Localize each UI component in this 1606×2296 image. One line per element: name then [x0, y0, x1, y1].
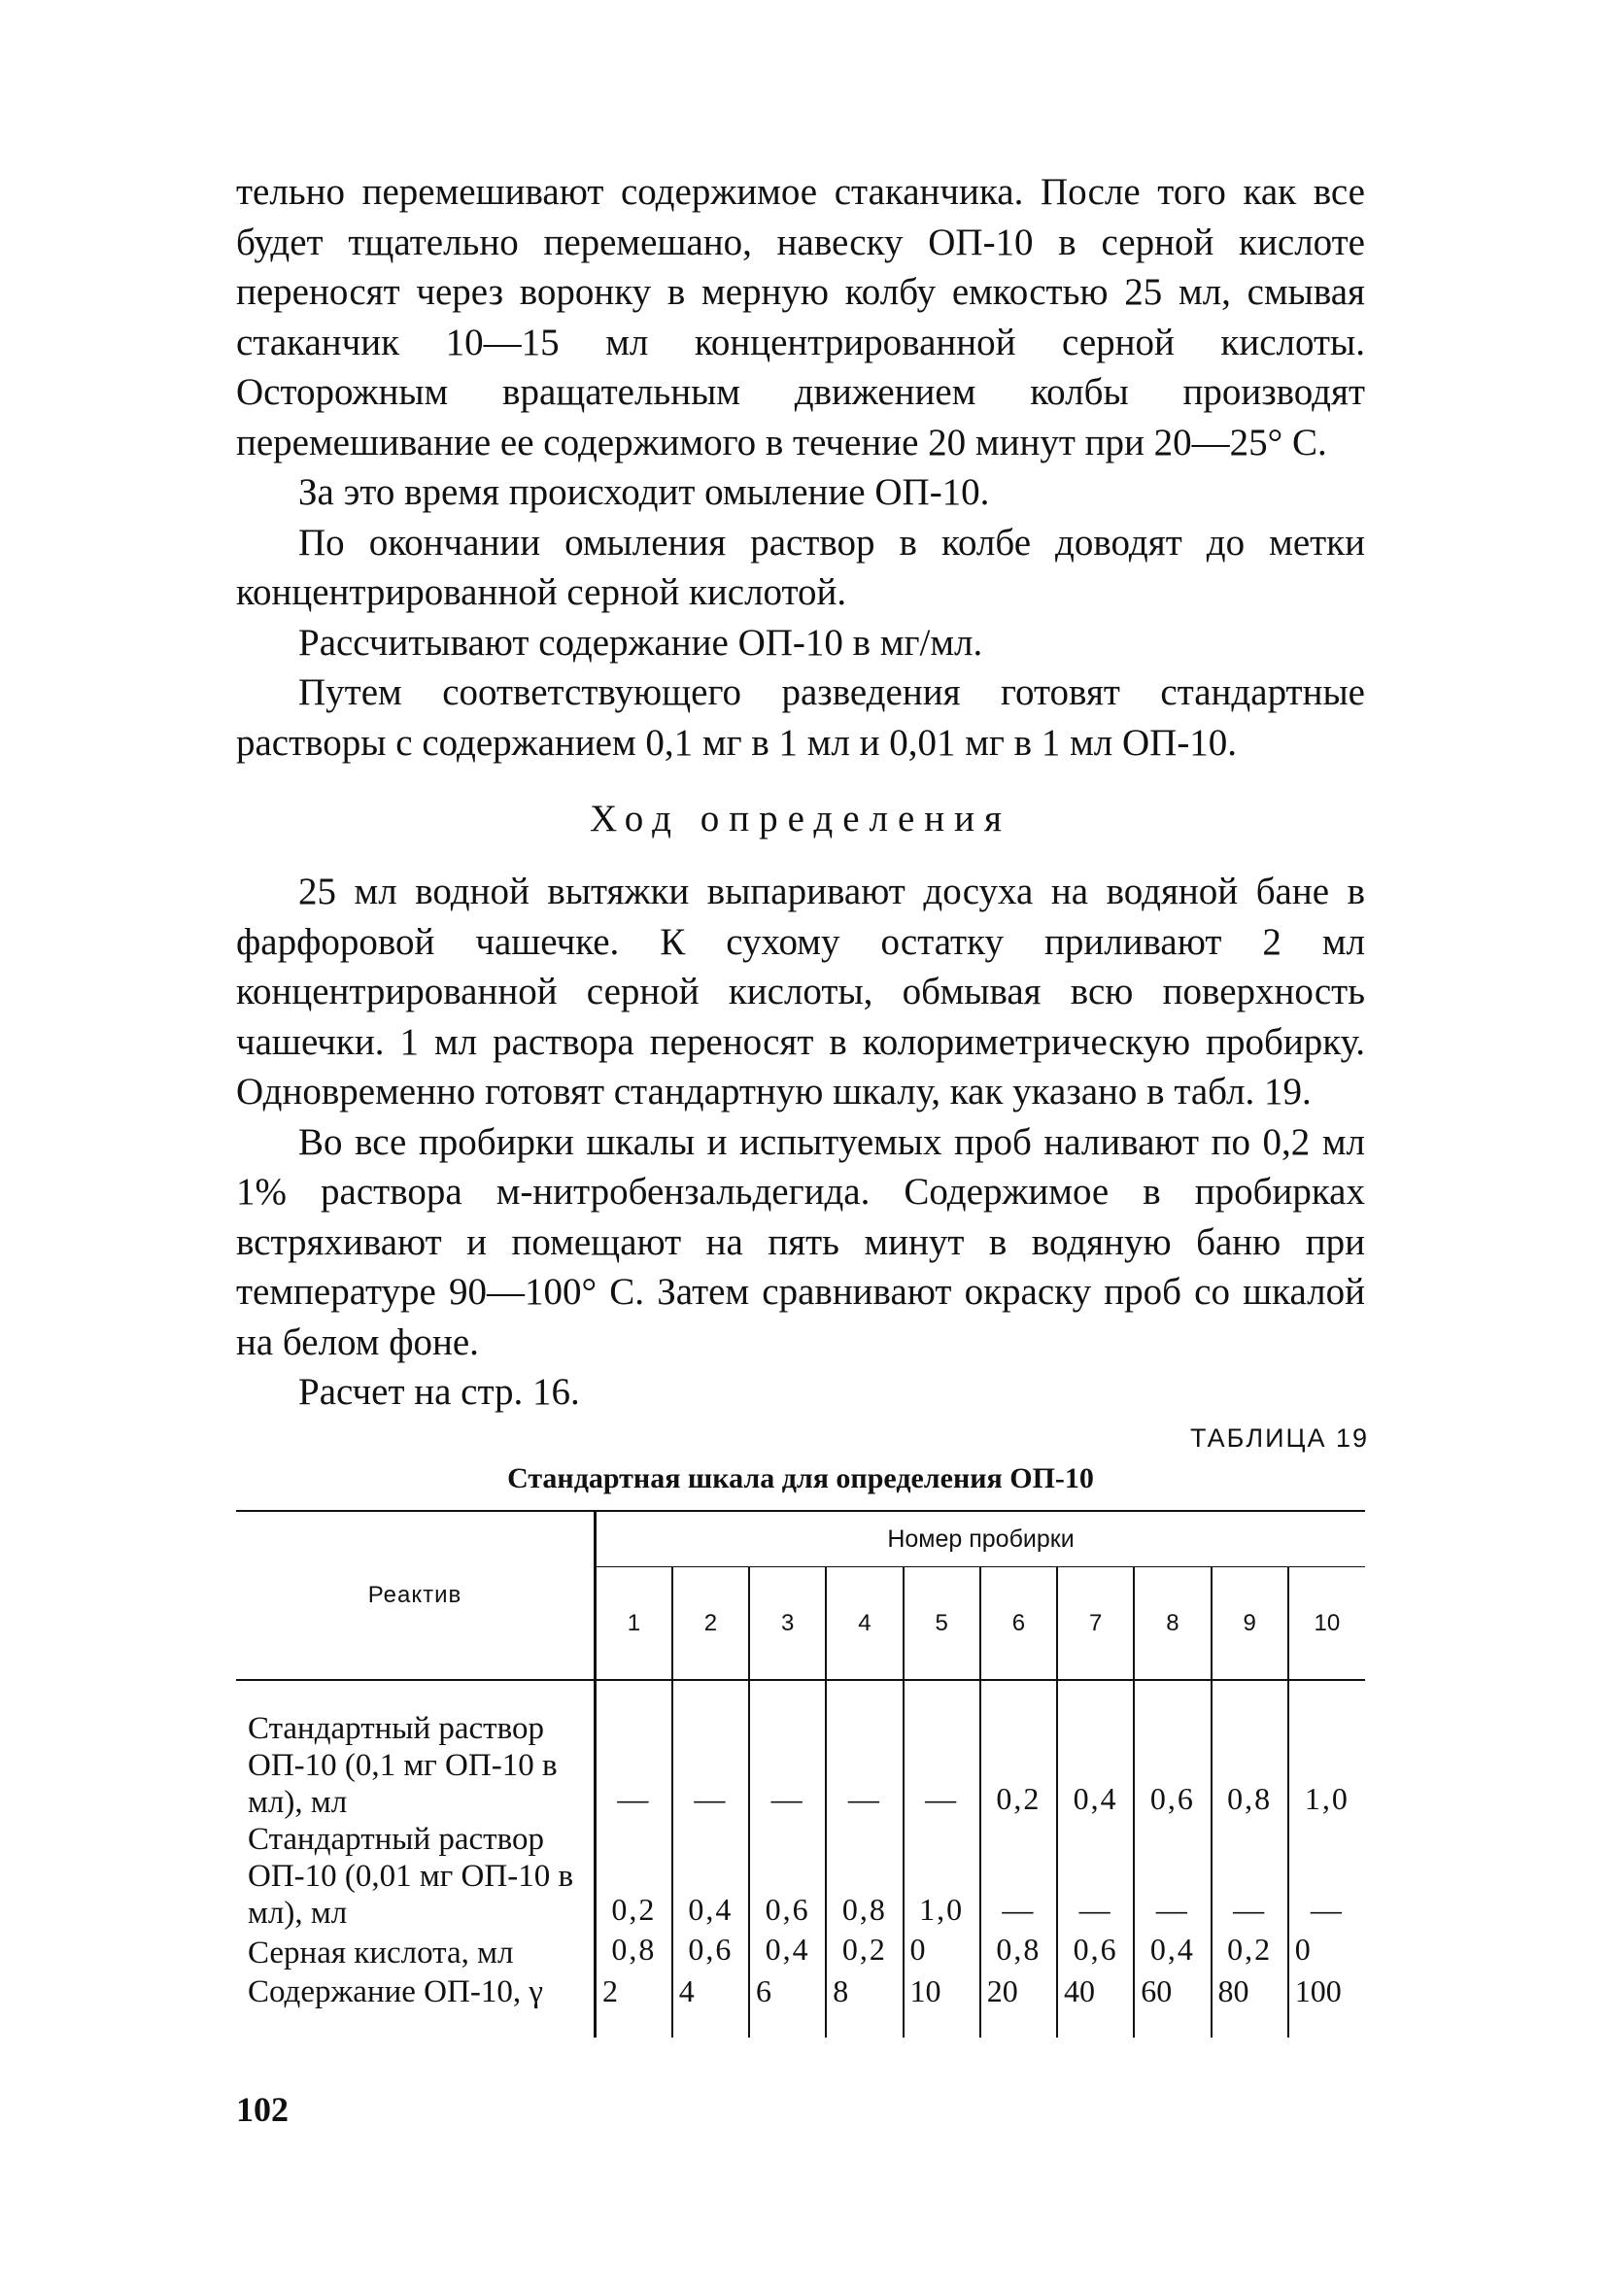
table-row [236, 1821, 1365, 1932]
table-cell: 0,6 [672, 1932, 749, 1971]
table-title: Стандартная шкала для определения ОП-10 [507, 1462, 1094, 1494]
paragraph-dilution-to-mark: По окончании омыления раствор в колбе доводят до метки концентрированной серной кислотой. [236, 521, 1365, 613]
reagent-header: Реактив [236, 1511, 596, 1680]
standard-scale-table [236, 1510, 1365, 2038]
table-cell: 0,8 [1212, 1710, 1288, 1821]
table-cell: 8 [826, 1971, 903, 2038]
table-cell: 4 [672, 1971, 749, 2038]
table-cell: — [617, 1781, 651, 1816]
page-number: 102 [236, 2090, 289, 2129]
paragraph-calculate-content: Рассчитывают содержание ОП-10 в мг/мл. [298, 621, 983, 664]
row-label: Содержание ОП-10, γ [236, 1971, 596, 2038]
table-cell: — [826, 1710, 903, 1821]
table-cell: 20 [980, 1971, 1057, 2038]
paragraph-calculation-ref: Расчет на стр. 16. [298, 1371, 580, 1413]
row-label: Стандартный раствор ОП-10 (0,01 мг ОП-10 в мл), мл [236, 1821, 596, 1932]
table-row [236, 1971, 1365, 2038]
table-cell: — [1057, 1821, 1134, 1932]
table-cell: 40 [1057, 1971, 1134, 2038]
table-cell: 0,8 [826, 1821, 903, 1932]
table-row [236, 1932, 1365, 1971]
table-cell: 0,2 [980, 1710, 1057, 1821]
paragraph-evaporation: 25 мл водной вытяжки выпаривают досуха на водяной бане в фарфоровой чашечке. К сухому остатку приливают 2 мл концентрированной серной кислоты, обмывая всю поверхность чашечки. 1 мл раствора переносят в колориметрическую пробирку. Одновременно готовят стандартную шкалу, как указано в табл. 19. [236, 871, 1365, 1113]
section-heading: Ход определения [590, 798, 1011, 840]
table-cell: — [672, 1710, 749, 1821]
table-cell: 0,6 [1057, 1932, 1134, 1971]
table-cell: 80 [1212, 1971, 1288, 2038]
table-cell: 1,0 [1288, 1710, 1365, 1821]
table-cell: 0 [904, 1932, 980, 1971]
table-cell: 0,8 [611, 1932, 657, 1967]
table-cell: 0,4 [1134, 1932, 1211, 1971]
table-cell: 0,2 [1212, 1932, 1288, 1971]
table-cell: 10 [904, 1971, 980, 2038]
row-label: Серная кислота, мл [236, 1932, 596, 1971]
paragraph-reagent-addition: Во все пробирки шкалы и испытуемых проб наливают по 0,2 мл 1% раствора м-нитробензальдегида. Содержимое в пробирках встряхивают и помещают на пять минут в водяную баню при температуре 90—100° С. Затем сравнивают окраску проб со шкалой на белом фоне. [236, 1120, 1365, 1363]
table-row [236, 1710, 1365, 1821]
tube-number-header: Номер пробирки [596, 1511, 1366, 1567]
table-cell: — [749, 1710, 826, 1821]
table-cell: — [1212, 1821, 1288, 1932]
tube-number: 8 [1134, 1567, 1211, 1681]
paragraph-continuation: тельно перемешивают содержимое стаканчика. После того как все будет тщательно перемешано, навеску ОП-10 в серной кислоте переносят через воронку в мерную колбу емкостью 25 мл, смывая стаканчик 10—15 мл концентрированной серной кислоты. Осторожным вращательным движением колбы производят перемешивание ее содержимого в течение 20 минут при 20—25° С. [236, 171, 1365, 463]
table-cell: 0,4 [749, 1932, 826, 1971]
tube-number: 9 [1212, 1567, 1288, 1681]
table-cell: 1,0 [904, 1821, 980, 1932]
table-cell: 2 [602, 1973, 618, 2008]
table-cell: 0,4 [1057, 1710, 1134, 1821]
tube-number: 3 [749, 1567, 826, 1681]
procedure-text-block [236, 867, 1365, 1418]
tube-number: 5 [904, 1567, 980, 1681]
tube-number: 1 [596, 1567, 672, 1681]
table-label: ТАБЛИЦА 19 [1190, 1423, 1369, 1453]
tube-number: 4 [826, 1567, 903, 1681]
table-cell: — [1288, 1821, 1365, 1932]
table-cell: 0,4 [672, 1821, 749, 1932]
table-spacer-row [236, 1680, 1365, 1710]
paragraph-saponification: За это время происходит омыление ОП-10. [298, 471, 990, 513]
table-cell: — [1134, 1821, 1211, 1932]
table-cell: 6 [749, 1971, 826, 2038]
table-cell: 0,2 [611, 1892, 657, 1927]
tube-number: 2 [672, 1567, 749, 1681]
table-cell: 0,8 [980, 1932, 1057, 1971]
top-text-block [236, 167, 1365, 768]
row-label: Стандартный раствор ОП-10 (0,1 мг ОП-10 в мл), мл [236, 1710, 596, 1821]
table-cell: 0,2 [826, 1932, 903, 1971]
paragraph-standard-solutions: Путем соответствующего разведения готовят стандартные растворы с содержанием 0,1 мг в 1 мл и 0,01 мг в 1 мл ОП-10. [236, 671, 1365, 764]
tube-number: 6 [980, 1567, 1057, 1681]
table-header-row [236, 1511, 1365, 1567]
table-cell: — [980, 1821, 1057, 1932]
tube-number: 10 [1288, 1567, 1365, 1681]
table-cell: 100 [1288, 1971, 1365, 2038]
table-cell: — [904, 1710, 980, 1821]
tube-number: 7 [1057, 1567, 1134, 1681]
table-cell: 0,6 [749, 1821, 826, 1932]
table-cell: 0,6 [1134, 1710, 1211, 1821]
table-cell: 0 [1288, 1932, 1365, 1971]
table-cell: 60 [1134, 1971, 1211, 2038]
